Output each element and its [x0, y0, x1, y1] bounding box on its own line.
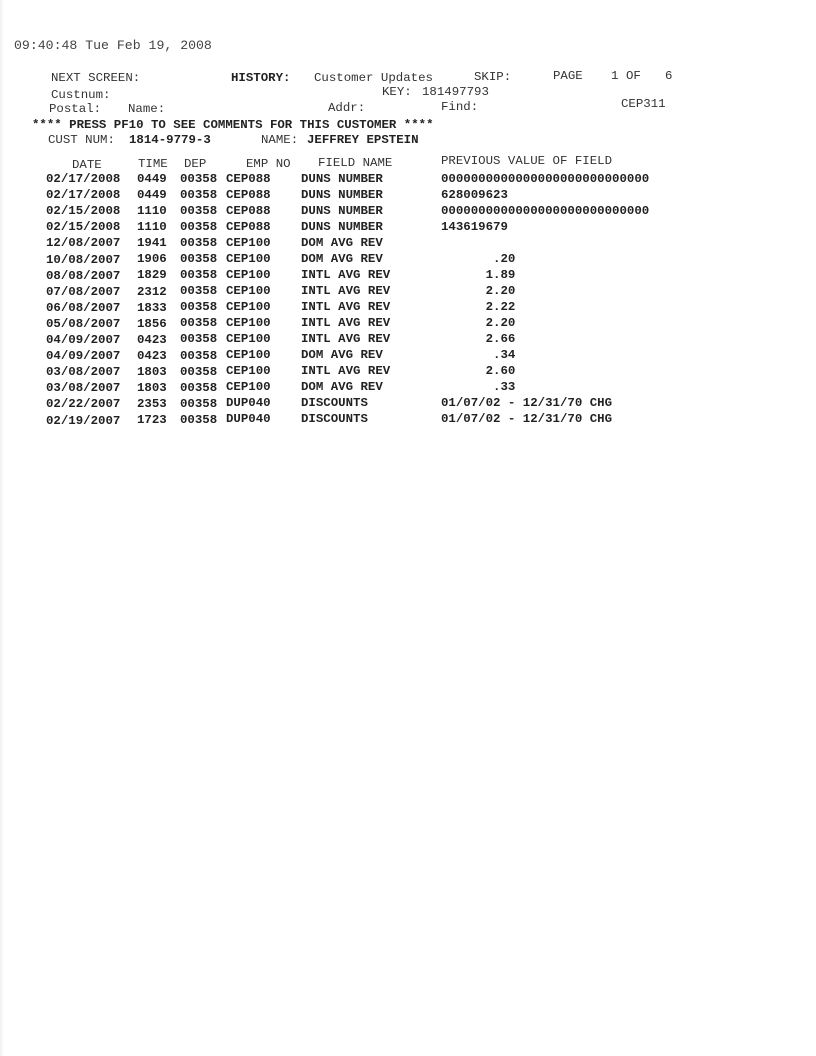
row-dep: 00358 — [180, 284, 218, 299]
row-emp-no: CEP100 — [226, 300, 271, 315]
row-emp-no: CEP088 — [226, 220, 271, 235]
row-previous-value: .20 — [441, 251, 516, 266]
row-field-name: DOM AVG REV — [301, 251, 383, 266]
row-date: 02/15/2008 — [46, 220, 121, 235]
row-date: 03/08/2007 — [46, 365, 121, 380]
screen-id: CEP311 — [621, 97, 666, 111]
row-dep: 00358 — [180, 252, 218, 267]
row-dep: 00358 — [180, 300, 218, 315]
row-date: 02/17/2008 — [46, 172, 121, 186]
row-time: 1723 — [137, 413, 167, 428]
postal-label[interactable]: Postal: — [49, 102, 102, 116]
row-previous-value: 143619679 — [441, 219, 508, 234]
row-dep: 00358 — [180, 220, 218, 235]
row-field-name: INTL AVG REV — [301, 315, 391, 330]
row-emp-no: CEP100 — [226, 348, 271, 363]
row-field-name: INTL AVG REV — [301, 363, 391, 378]
next-screen-label[interactable]: NEXT SCREEN: — [51, 71, 141, 85]
row-previous-value: 628009623 — [441, 187, 508, 202]
comments-notice: **** PRESS PF10 TO SEE COMMENTS FOR THIS CUSTOMER **** — [32, 118, 434, 132]
row-field-name: DISCOUNTS — [301, 395, 368, 410]
row-emp-no: CEP100 — [226, 316, 271, 331]
row-emp-no: CEP088 — [226, 188, 271, 203]
row-previous-value: 2.20 — [441, 315, 516, 330]
row-dep: 00358 — [180, 396, 218, 411]
row-date: 10/08/2007 — [46, 252, 121, 267]
row-date: 08/08/2007 — [46, 268, 121, 283]
row-dep: 00358 — [180, 348, 218, 363]
row-emp-no: CEP100 — [226, 252, 271, 267]
row-date: 04/09/2007 — [46, 333, 121, 347]
row-time: 0423 — [137, 348, 167, 363]
row-field-name: DOM AVG REV — [301, 379, 383, 394]
col-header-date: DATE — [72, 158, 102, 172]
row-emp-no: CEP088 — [226, 172, 271, 186]
cust-num-value: 1814-9779-3 — [129, 133, 211, 147]
row-time: 1110 — [137, 220, 167, 235]
row-time: 2353 — [137, 397, 167, 412]
row-previous-value: 2.22 — [441, 299, 516, 314]
col-header-field-name: FIELD NAME — [318, 156, 393, 170]
row-time: 0449 — [137, 188, 167, 203]
row-dep: 00358 — [180, 364, 218, 379]
history-value[interactable]: Customer Updates — [314, 71, 433, 85]
addr-label[interactable]: Addr: — [328, 101, 366, 115]
name-label[interactable]: Name: — [128, 102, 166, 116]
row-dep: 00358 — [180, 380, 218, 395]
scan-edge — [0, 0, 4, 1056]
row-field-name: DISCOUNTS — [301, 411, 368, 426]
row-emp-no: CEP100 — [226, 364, 271, 379]
row-emp-no: CEP100 — [226, 284, 271, 299]
row-previous-value: 2.60 — [441, 363, 516, 378]
page-total: 6 — [665, 69, 673, 83]
row-field-name: DUNS NUMBER — [301, 188, 383, 202]
row-date: 07/08/2007 — [46, 284, 121, 299]
skip-label[interactable]: SKIP: — [474, 70, 512, 84]
row-time: 1833 — [137, 300, 167, 315]
row-emp-no: DUP040 — [226, 396, 271, 411]
row-emp-no: CEP088 — [226, 204, 271, 219]
row-field-name: DUNS NUMBER — [301, 172, 383, 186]
col-header-emp-no: EMP NO — [246, 157, 291, 171]
row-previous-value: 2.66 — [441, 331, 516, 346]
row-field-name: DUNS NUMBER — [301, 220, 383, 234]
row-date: 06/08/2007 — [46, 300, 121, 315]
row-previous-value: 2.20 — [441, 283, 516, 298]
row-dep: 00358 — [180, 172, 218, 186]
print-timestamp: 09:40:48 Tue Feb 19, 2008 — [14, 38, 212, 53]
col-header-previous-value: PREVIOUS VALUE OF FIELD — [441, 154, 613, 168]
row-previous-value: .34 — [441, 347, 516, 362]
row-emp-no: CEP100 — [226, 236, 271, 251]
row-dep: 00358 — [180, 188, 218, 203]
row-date: 02/22/2007 — [46, 397, 121, 412]
row-previous-value: 01/07/02 - 12/31/70 CHG — [441, 411, 613, 426]
col-header-time: TIME — [138, 157, 168, 171]
row-date: 05/08/2007 — [46, 316, 121, 331]
row-dep: 00358 — [180, 236, 218, 251]
history-label: HISTORY: — [231, 71, 291, 85]
row-date: 12/08/2007 — [46, 236, 121, 251]
find-label[interactable]: Find: — [441, 100, 479, 114]
row-previous-value: .33 — [441, 379, 516, 394]
row-time: 0423 — [137, 332, 167, 347]
cust-name-value: JEFFREY EPSTEIN — [307, 133, 419, 147]
page-of-label: OF — [626, 69, 641, 83]
cust-name-label: NAME: — [261, 133, 299, 147]
row-date: 02/15/2008 — [46, 204, 121, 219]
row-emp-no: CEP100 — [226, 332, 271, 347]
row-field-name: INTL AVG REV — [301, 283, 391, 298]
row-date: 03/08/2007 — [46, 381, 121, 396]
row-date: 02/19/2007 — [46, 413, 121, 428]
row-date: 02/17/2008 — [46, 188, 121, 203]
row-field-name: INTL AVG REV — [301, 299, 391, 314]
row-time: 1856 — [137, 316, 167, 331]
page-label: PAGE — [553, 69, 583, 83]
row-dep: 00358 — [180, 412, 218, 427]
key-value: 181497793 — [422, 85, 489, 99]
row-date: 04/09/2007 — [46, 349, 121, 364]
custnum-label[interactable]: Custnum: — [51, 88, 111, 102]
row-dep: 00358 — [180, 332, 218, 347]
row-previous-value: 0000000000000000000000000000 — [441, 203, 650, 218]
row-dep: 00358 — [180, 268, 218, 283]
row-time: 1803 — [137, 380, 167, 395]
row-time: 1803 — [137, 364, 167, 379]
col-header-dep: DEP — [184, 157, 207, 171]
row-dep: 00358 — [180, 204, 218, 219]
row-time: 1906 — [137, 252, 167, 267]
row-field-name: DUNS NUMBER — [301, 203, 383, 218]
cust-num-label: CUST NUM: — [48, 133, 115, 147]
row-time: 0449 — [137, 172, 167, 186]
row-previous-value: 01/07/02 - 12/31/70 CHG — [441, 395, 613, 410]
page-current: 1 — [611, 69, 619, 83]
row-dep: 00358 — [180, 316, 218, 331]
row-field-name: INTL AVG REV — [301, 267, 391, 282]
key-label: KEY: — [382, 85, 412, 99]
row-time: 1110 — [137, 204, 167, 219]
row-time: 1941 — [137, 236, 167, 251]
row-time: 2312 — [137, 284, 167, 299]
row-field-name: DOM AVG REV — [301, 347, 383, 362]
row-emp-no: DUP040 — [226, 412, 271, 427]
row-previous-value: 0000000000000000000000000000 — [441, 172, 650, 186]
row-emp-no: CEP100 — [226, 268, 271, 283]
row-emp-no: CEP100 — [226, 380, 271, 395]
row-time: 1829 — [137, 268, 167, 283]
row-field-name: DOM AVG REV — [301, 235, 383, 250]
row-previous-value: 1.89 — [441, 267, 516, 282]
row-field-name: INTL AVG REV — [301, 331, 391, 346]
